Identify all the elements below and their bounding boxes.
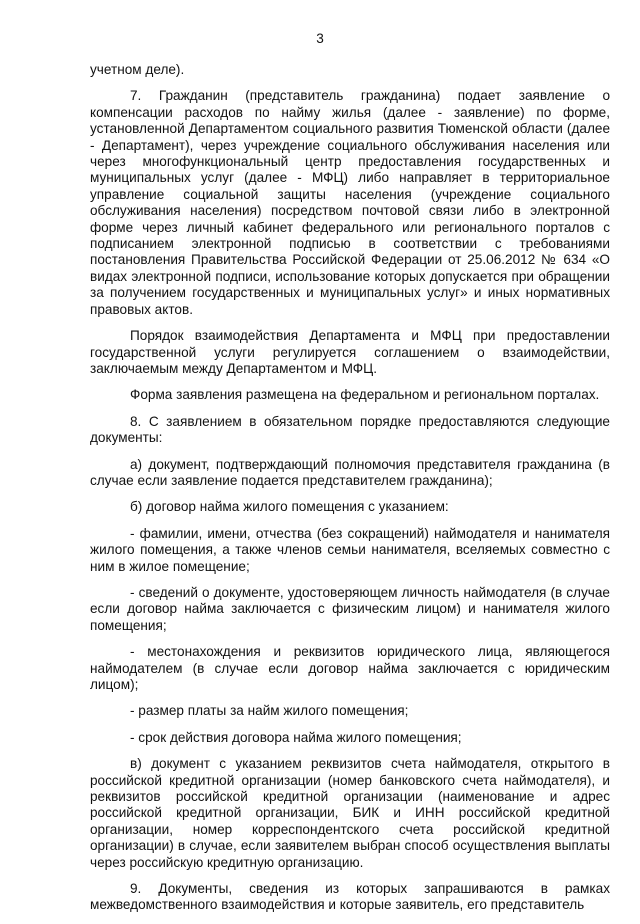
paragraph-subitem-b: б) договор найма жилого помещения с указанием: [130,499,449,515]
paragraph-form-location: Форма заявления размещена на федеральном и региональном порталах. [130,387,600,403]
paragraph-subitem-v: в) документ с указанием реквизитов счета наймодателя, открытого в российской кредитной организации (номер банковского счета наймодателя), и реквизитов российской кредитной организации (наименование и адрес российской кредитной организации, БИК и ИНН российской кредитной организации, номер корреспондентского счета российской кредитной организации) в случае, если заявителем выбран способ осуществления выплаты через российскую кредитную организацию. [90,756,610,870]
page-number: 3 [316,31,324,46]
paragraph-item-8: 8. С заявлением в обязательном порядке предоставляются следующие документы: [90,413,610,446]
paragraph-item-9: 9. Документы, сведения из которых запрашиваются в рамках межведомственного взаимодействия и которые заявитель, его представитель [90,881,610,913]
list-item-names: - фамилии, имени, отчества (без сокращений) наймодателя и нанимателя жилого помещения, а также членов семьи нанимателя, вселяемых совместно с ним в жилое помещение; [90,525,610,574]
list-item-rent-amount: - размер платы за найм жилого помещения; [130,703,409,719]
paragraph-item-7: 7. Гражданин (представитель гражданина) подает заявление о компенсации расходов по найму жилья (далее - заявление) по форме, установленной Департаментом социального развития Тюменской области (далее - Департамент), через учреждение социального обслуживания населения или через многофункциональный центр предоставления государственных и муниципальных услуг (далее - МФЦ) либо направляет в территориальное управление социальной защиты населения (учреждение социального обслуживания населения) посредством почтовой связи либо в электронной форме через личный кабинет федерального или регионального порталов с подписанием электронной подписью в соответствии с требованиями постановления Правительства Российской Федерации от 25.06.2012 № 634 «О видах электронной подписи, использование которых допускается при обращении за получением государственных и муниципальных услуг» и иных нормативных правовых актов. [90,88,610,317]
document-body [90,62,610,924]
list-item-legal-entity: - местонахождения и реквизитов юридического лица, являющегося наймодателем (в случае если договор найма заключается с юридическим лицом); [90,644,610,692]
list-item-contract-term: - срок действия договора найма жилого помещения; [130,729,462,745]
list-item-identity-document: - сведений о документе, удостоверяющем личность наймодателя (в случае если договор найма заключается с физическим лицом) и нанимателя жилого помещения; [90,584,610,633]
paragraph-interaction-order: Порядок взаимодействия Департамента и МФЦ при предоставлении государственной услуги регулируется соглашением о взаимодействии, заключаемым между Департаментом и МФЦ. [90,328,610,376]
paragraph-subitem-a: а) документ, подтверждающий полномочия представителя гражданина (в случае если заявление подается представителем гражданина); [90,456,610,488]
paragraph-continuation: учетном деле). [90,62,185,77]
